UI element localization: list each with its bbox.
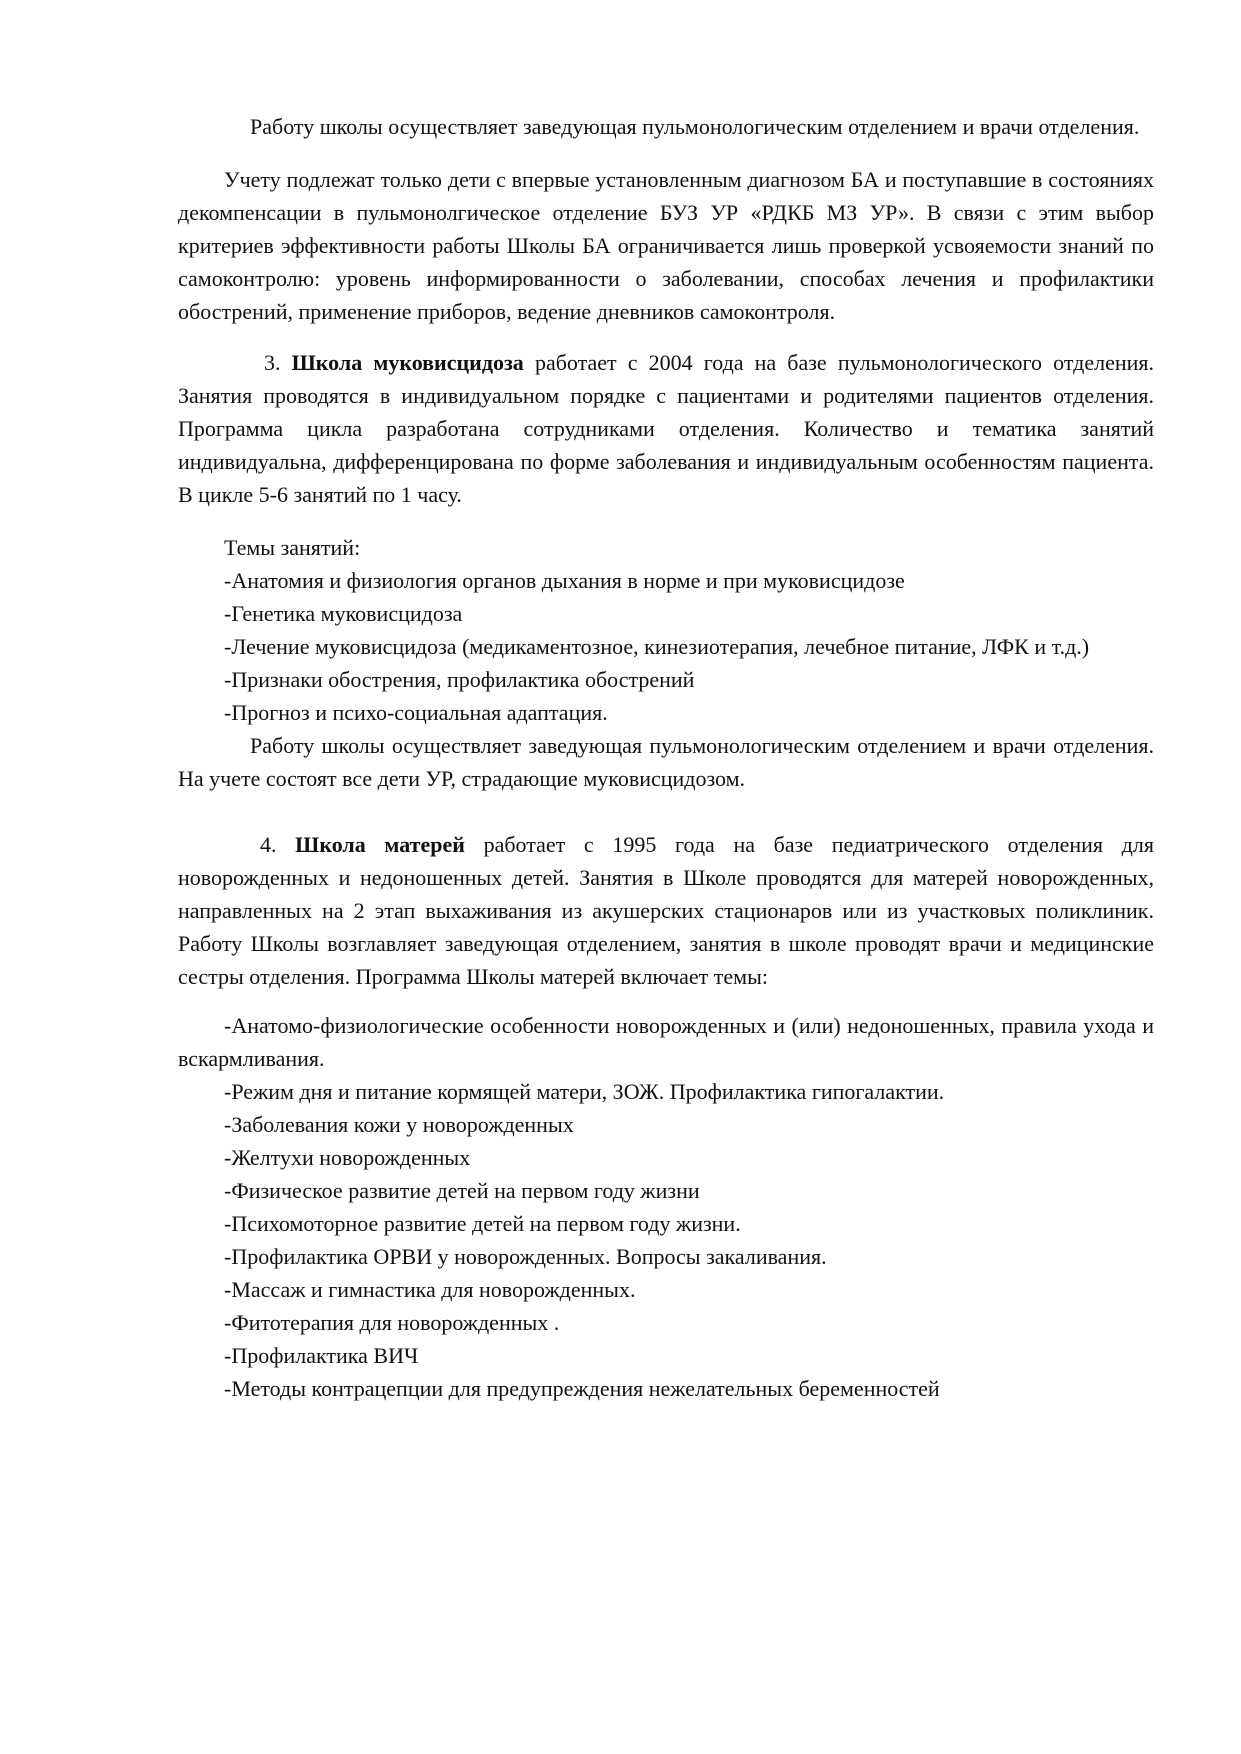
- section-cystic-fibrosis-paragraph: [178, 346, 1154, 511]
- list-item: -Анатомия и физиология органов дыхания в норме и при муковисцидозе: [224, 568, 905, 593]
- section-text: работает с 2004 года на базе пульмонологического отделения. Занятия проводятся в индивидуальном порядке с пациентами и родителями пациентов отделения. Программа цикла разработана сотрудниками отделения. Количество и тематика занятий индивидуальна, дифференцирована по форме заболевания и индивидуальным особенностям пациента. В цикле 5-6 занятий по 1 часу.: [178, 350, 1155, 507]
- section-title: Школа матерей: [295, 832, 465, 857]
- list-item: -Физическое развитие детей на первом году жизни: [224, 1178, 700, 1203]
- document-body: [178, 110, 1154, 1405]
- list-item: -Профилактика ОРВИ у новорожденных. Вопросы закаливания.: [224, 1244, 827, 1269]
- section-title: Школа муковисцидоза: [291, 350, 524, 375]
- list-item: -Массаж и гимнастика для новорожденных.: [224, 1277, 636, 1302]
- list-item: -Желтухи новорожденных: [224, 1145, 471, 1170]
- section-text: работает с 1995 года на базе педиатрического отделения для новорожденных и недоношенных детей. Занятия в Школе проводятся для матерей новорожденных, направленных на 2 этап выхаживания из акушерских стационаров или из участковых поликлиник. Работу Школы возглавляет заведующая отделением, занятия в школе проводят врачи и медицинские сестры отделения. Программа Школы матерей включает темы:: [178, 832, 1154, 989]
- section-number: 4.: [260, 832, 277, 857]
- paragraph-school-work-1: Работу школы осуществляет заведующая пульмонологическим отделением и врачи отделения.: [250, 114, 1140, 139]
- list-item: -Прогноз и психо-социальная адаптация.: [224, 700, 608, 725]
- list-item: -Методы контрацепции для предупреждения нежелательных беременностей: [224, 1376, 940, 1401]
- list-item: -Режим дня и питание кормящей матери, ЗОЖ. Профилактика гипогалактии.: [224, 1079, 945, 1104]
- list-item: -Психомоторное развитие детей на первом году жизни.: [224, 1211, 741, 1236]
- list-item: -Заболевания кожи у новорожденных: [224, 1112, 574, 1137]
- paragraph-school-work-2: Работу школы осуществляет заведующая пульмонологическим отделением и врачи отделения. На учете состоят все дети УР, страдающие муковисцидозом.: [178, 733, 1154, 791]
- list-item: -Генетика муковисцидоза: [224, 601, 463, 626]
- list-item: -Лечение муковисцидоза (медикаментозное, кинезиотерапия, лечебное питание, ЛФК и т.д.): [224, 634, 1090, 659]
- list-item: -Фитотерапия для новорожденных .: [224, 1310, 560, 1335]
- section-mothers-paragraph: [178, 828, 1154, 993]
- section-number: 3.: [264, 350, 281, 375]
- paragraph-registration: Учету подлежат только дети с впервые установленным диагнозом БА и поступавшие в состояниях декомпенсации в пульмонолгическое отделение БУЗ УР «РДКБ МЗ УР». В связи с этим выбор критериев эффективности работы Школы БА ограничивается лишь проверкой усвояемости знаний по самоконтролю: уровень информированности о заболевании, способах лечения и профилактики обострений, применение приборов, ведение дневников самоконтроля.: [178, 167, 1154, 324]
- list-item: -Анатомо-физиологические особенности новорожденных и (или) недоношенных, правила ухода и вскармливания.: [178, 1013, 1154, 1071]
- list-item: -Признаки обострения, профилактика обострений: [224, 667, 695, 692]
- list-item: -Профилактика ВИЧ: [224, 1343, 419, 1368]
- topics-heading: Темы занятий:: [224, 535, 361, 560]
